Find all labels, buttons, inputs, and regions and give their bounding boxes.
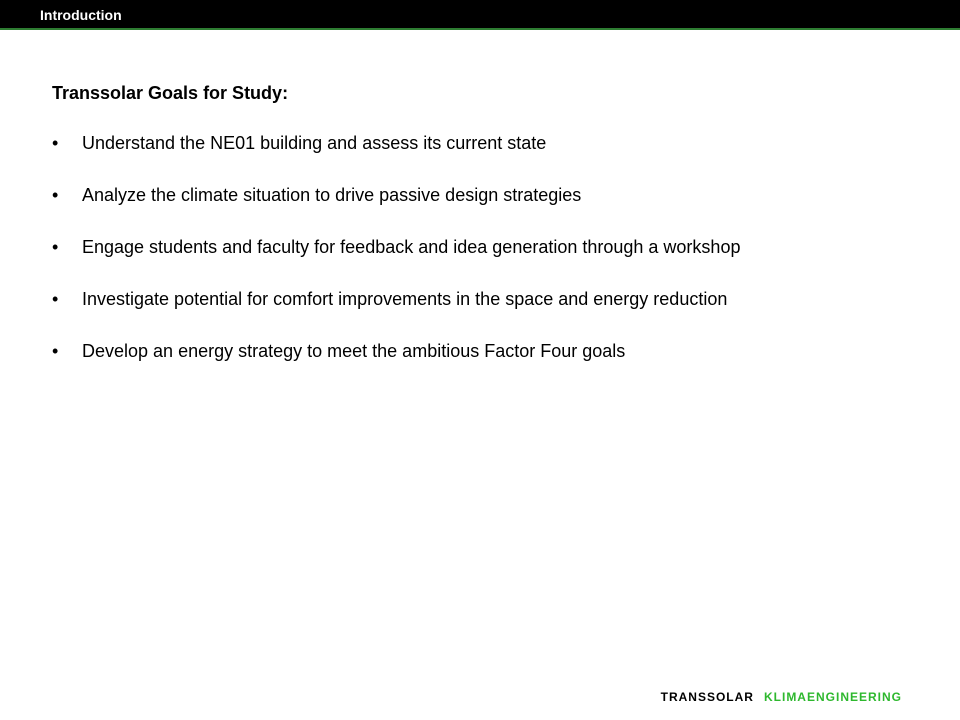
bullet-icon: • <box>52 289 59 309</box>
slide-heading: Transsolar Goals for Study: <box>52 83 289 103</box>
section-title: Introduction <box>40 7 122 23</box>
bullet-icon: • <box>52 341 59 361</box>
brand-tagline: KLIMAENGINEERING <box>763 690 902 704</box>
goal-text: Investigate potential for comfort improvements in the space and energy reduction <box>82 289 728 309</box>
goal-text: Engage students and faculty for feedback and idea generation through a workshop <box>82 237 741 257</box>
goal-item <box>52 184 932 236</box>
goal-item <box>52 288 932 340</box>
brand-name: TRANSSOLAR <box>660 690 754 704</box>
goal-text: Understand the NE01 building and assess its current state <box>82 133 547 153</box>
goal-item <box>52 340 932 392</box>
bullet-icon: • <box>52 185 59 205</box>
goal-item <box>52 236 932 288</box>
bullet-icon: • <box>52 133 59 153</box>
goals-list <box>52 132 932 392</box>
goal-text: Develop an energy strategy to meet the ambitious Factor Four goals <box>82 341 626 361</box>
goal-item <box>52 132 932 184</box>
footer-brand <box>661 690 902 704</box>
bullet-icon: • <box>52 237 59 257</box>
goal-text: Analyze the climate situation to drive passive design strategies <box>82 185 582 205</box>
header-bar <box>0 0 960 30</box>
